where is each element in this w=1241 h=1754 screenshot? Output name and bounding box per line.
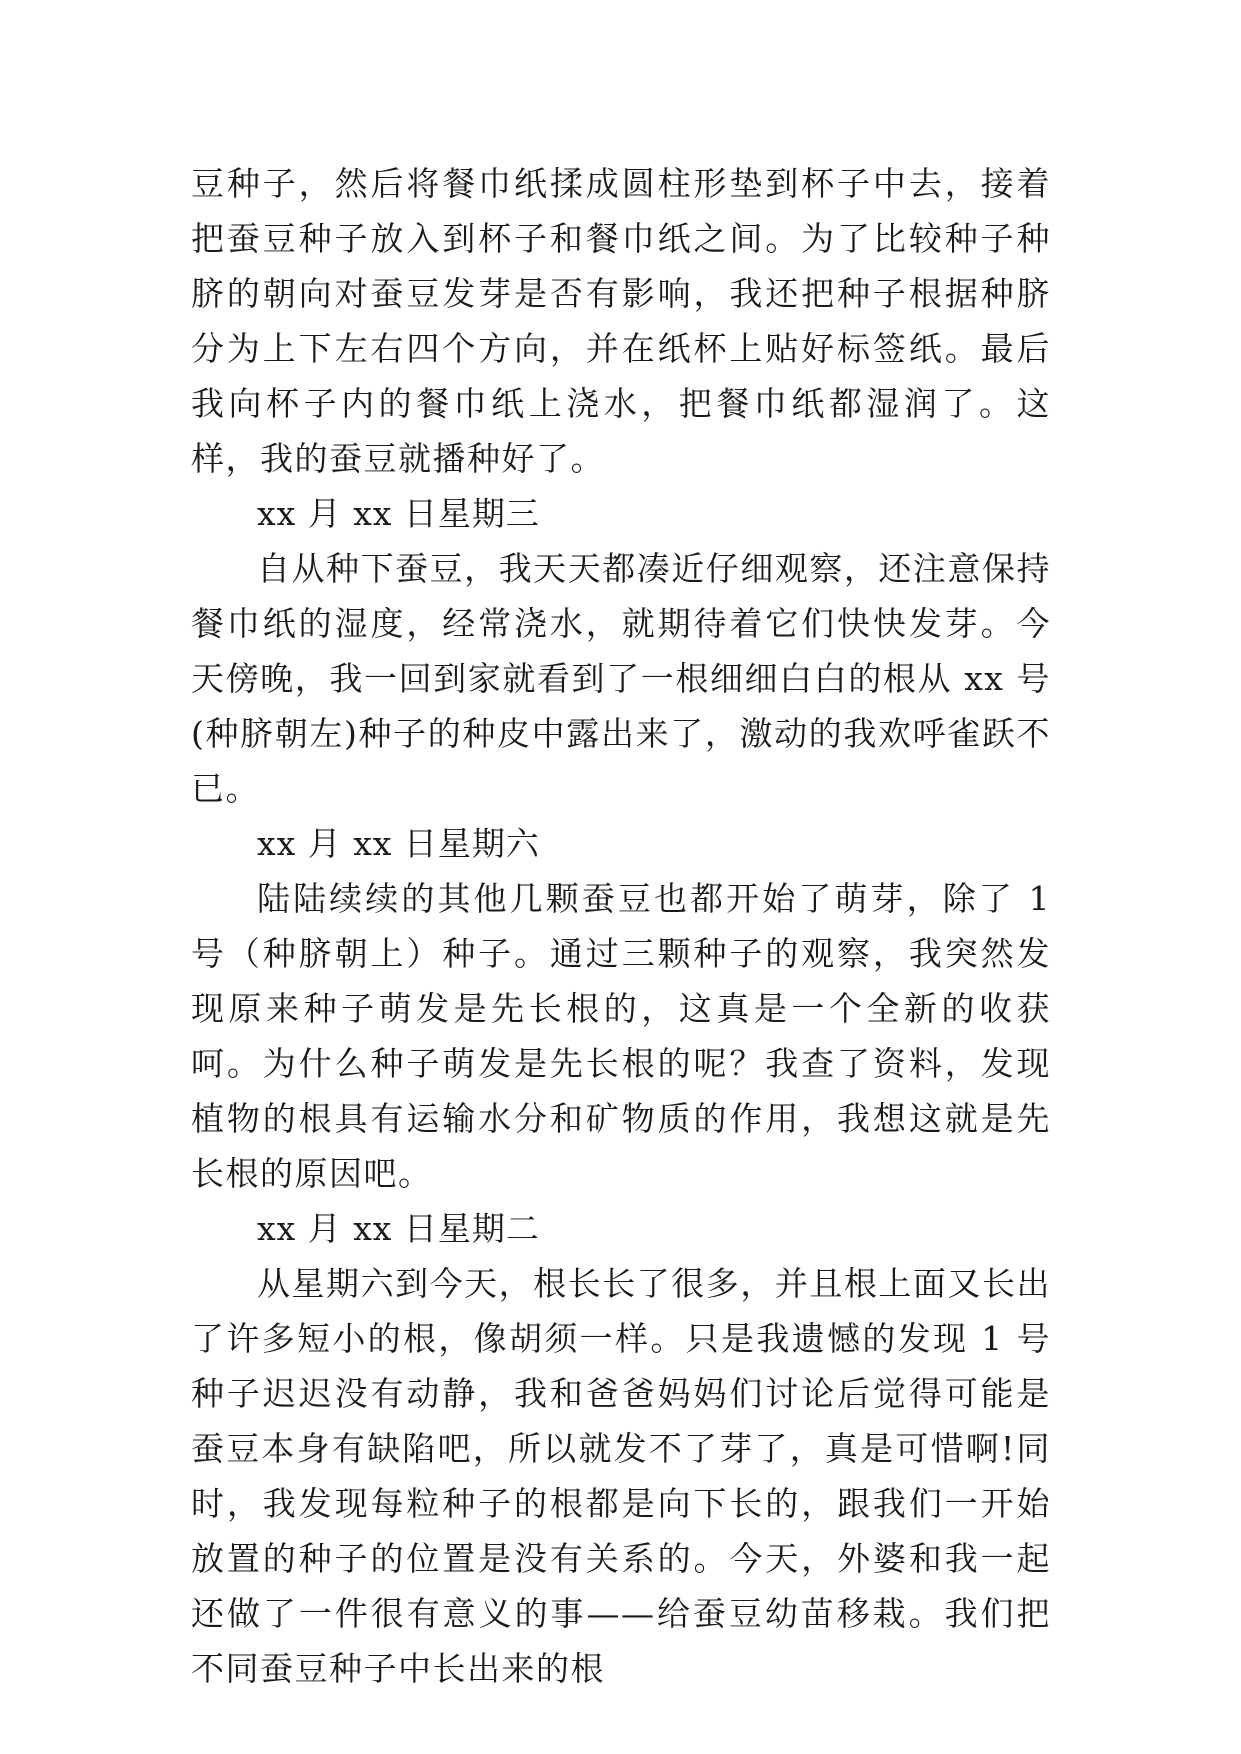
diary-date-heading: xx 月 xx 日星期三 — [257, 494, 540, 533]
diary-date-heading: xx 月 xx 日星期六 — [257, 824, 540, 863]
paragraph-continuation: 豆种子，然后将餐巾纸揉成圆柱形垫到杯子中去，接着把蚕豆种子放入到杯子和餐巾纸之间。为了比较种子种脐的朝向对蚕豆发芽是否有影响，我还把种子根据种脐分为上下左右四个方向，并在纸杯上贴好标签纸。最后我向杯子内的餐巾纸上浇水，把餐巾纸都湿润了。这样，我的蚕豆就播种好了。 — [191, 164, 1051, 478]
document-body — [191, 156, 1051, 1696]
paragraph: 陆陆续续的其他几颗蚕豆也都开始了萌芽，除了 1 号（种脐朝上）种子。通过三颗种子的观察，我突然发现原来种子萌发是先长根的，这真是一个全新的收获呵。为什么种子萌发是先长根的呢？我查了资料，发现植物的根具有运输水分和矿物质的作用，我想这就是先长根的原因吧。 — [191, 879, 1051, 1193]
paragraph: 从星期六到今天，根长长了很多，并且根上面又长出了许多短小的根，像胡须一样。只是我遗憾的发现 1 号种子迟迟没有动静，我和爸爸妈妈们讨论后觉得可能是蚕豆本身有缺陷吧，所以就发不了芽了，真是可惜啊!同时，我发现每粒种子的根都是向下长的，跟我们一开始放置的种子的位置是没有关系的。今天，外婆和我一起还做了一件很有意义的事——给蚕豆幼苗移栽。我们把不同蚕豆种子中长出来的根 — [191, 1264, 1051, 1688]
paragraph: 自从种下蚕豆，我天天都凑近仔细观察，还注意保持餐巾纸的湿度，经常浇水，就期待着它们快快发芽。今天傍晚，我一回到家就看到了一根细细白白的根从 xx 号(种脐朝左)种子的种皮中露出来了，激动的我欢呼雀跃不已。 — [191, 549, 1051, 808]
diary-date-heading: xx 月 xx 日星期二 — [257, 1209, 540, 1248]
